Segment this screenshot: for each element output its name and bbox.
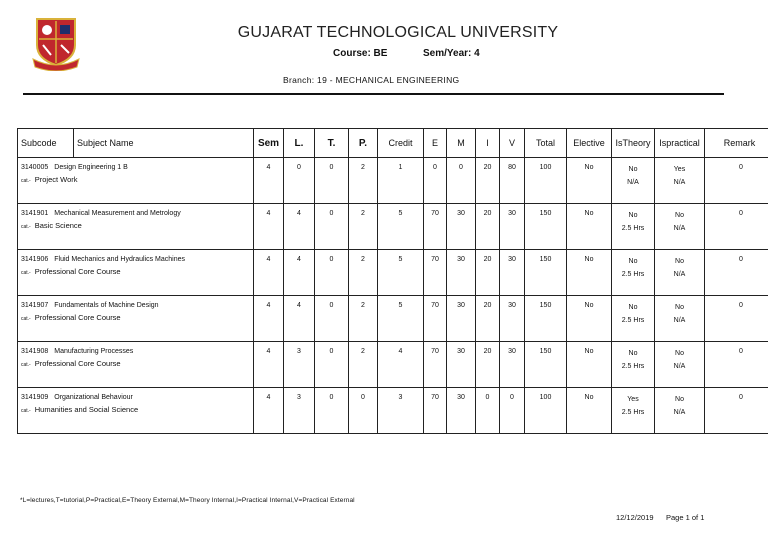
col-v: V <box>500 129 525 158</box>
subject-table <box>17 128 768 434</box>
cell-credit: 5 <box>378 296 424 342</box>
category-value: Basic Science <box>34 221 82 230</box>
col-m: M <box>447 129 476 158</box>
theory-hours: N/A <box>627 179 639 186</box>
cell-i: 20 <box>476 296 500 342</box>
cell-m: 30 <box>447 388 476 434</box>
cell-is-theory <box>612 204 655 250</box>
col-subject-name: Subject Name <box>74 129 254 158</box>
table-row <box>18 250 768 296</box>
cell-elective: No <box>567 158 612 204</box>
cell-total: 100 <box>525 158 567 204</box>
subject-cell <box>18 204 254 250</box>
cell-i: 20 <box>476 204 500 250</box>
subject-name: Mechanical Measurement and Metrology <box>54 210 181 217</box>
col-remark: Remark <box>705 129 768 158</box>
theory-hours: 2.5 Hrs <box>621 317 645 324</box>
cell-v: 30 <box>500 250 525 296</box>
category-prefix: cat.- <box>21 362 31 368</box>
cell-remark: 0 <box>705 158 768 204</box>
theory-value: No <box>628 304 638 311</box>
university-title: GUJARAT TECHNOLOGICAL UNIVERSITY <box>237 24 559 41</box>
cell-sem: 4 <box>254 204 284 250</box>
col-is-theory: IsTheory <box>612 129 655 158</box>
legend-footnote: *L=lectures,T=tutorial,P=Practical,E=Theory External,M=Theory Internal,I=Practical Internal,V=Practical External <box>20 497 355 504</box>
category-value: Professional Core Course <box>34 313 121 322</box>
practical-note: N/A <box>673 317 686 324</box>
cell-total: 100 <box>525 388 567 434</box>
col-l: L. <box>284 129 315 158</box>
cell-t: 0 <box>315 342 349 388</box>
category-prefix: cat.- <box>21 408 31 414</box>
theory-hours: 2.5 Hrs <box>621 271 645 278</box>
theory-value: No <box>628 258 638 265</box>
cell-t: 0 <box>315 296 349 342</box>
cell-e: 70 <box>424 204 447 250</box>
cell-sem: 4 <box>254 342 284 388</box>
subject-cell <box>18 296 254 342</box>
cell-v: 0 <box>500 388 525 434</box>
cell-l: 4 <box>284 250 315 296</box>
cell-p: 2 <box>349 296 378 342</box>
cell-v: 30 <box>500 296 525 342</box>
subject-name: Fundamentals of Machine Design <box>54 302 159 309</box>
theory-hours: 2.5 Hrs <box>621 363 645 370</box>
cell-credit: 4 <box>378 342 424 388</box>
cell-credit: 5 <box>378 204 424 250</box>
cell-p: 2 <box>349 204 378 250</box>
print-date: 12/12/2019 <box>616 513 654 522</box>
cell-e: 70 <box>424 296 447 342</box>
table-row <box>18 204 768 250</box>
theory-value: No <box>628 212 638 219</box>
cell-is-theory <box>612 250 655 296</box>
cell-credit: 1 <box>378 158 424 204</box>
cell-is-practical <box>655 250 705 296</box>
table-header-row <box>18 129 768 158</box>
cell-elective: No <box>567 388 612 434</box>
branch-label: Branch: 19 - MECHANICAL ENGINEERING <box>283 75 460 85</box>
cell-l: 4 <box>284 204 315 250</box>
col-is-practical: Ispractical <box>655 129 705 158</box>
cell-is-practical <box>655 158 705 204</box>
cell-p: 0 <box>349 388 378 434</box>
subject-code: 3140005 <box>21 164 49 171</box>
theory-value: Yes <box>627 396 639 403</box>
subject-name: Organizational Behaviour <box>54 394 133 401</box>
cell-l: 3 <box>284 342 315 388</box>
cell-i: 20 <box>476 250 500 296</box>
subject-category <box>21 221 253 230</box>
table-row <box>18 342 768 388</box>
practical-note: N/A <box>673 225 686 232</box>
cell-m: 30 <box>447 250 476 296</box>
cell-e: 0 <box>424 158 447 204</box>
cell-total: 150 <box>525 204 567 250</box>
cell-credit: 3 <box>378 388 424 434</box>
cell-remark: 0 <box>705 296 768 342</box>
subject-code: 3141907 <box>21 302 49 309</box>
cell-elective: No <box>567 250 612 296</box>
subject-name: Manufacturing Processes <box>54 348 134 355</box>
subject-code: 3141906 <box>21 256 49 263</box>
cell-v: 30 <box>500 204 525 250</box>
cell-is-practical <box>655 388 705 434</box>
sem-year-label: Sem/Year: 4 <box>423 48 480 59</box>
subject-category <box>21 175 253 184</box>
category-prefix: cat.- <box>21 316 31 322</box>
practical-note: N/A <box>673 271 686 278</box>
subject-category <box>21 405 253 414</box>
table-row <box>18 158 768 204</box>
col-elective: Elective <box>567 129 612 158</box>
cell-m: 0 <box>447 158 476 204</box>
cell-p: 2 <box>349 158 378 204</box>
cell-elective: No <box>567 296 612 342</box>
cell-is-theory <box>612 388 655 434</box>
cell-sem: 4 <box>254 250 284 296</box>
category-value: Professional Core Course <box>34 359 121 368</box>
cell-sem: 4 <box>254 158 284 204</box>
subject-category <box>21 313 253 322</box>
cell-remark: 0 <box>705 342 768 388</box>
cell-remark: 0 <box>705 204 768 250</box>
subject-category <box>21 267 253 276</box>
cell-is-theory <box>612 342 655 388</box>
col-sem: Sem <box>254 129 284 158</box>
header-rule <box>23 93 724 95</box>
cell-v: 30 <box>500 342 525 388</box>
page-number: Page 1 of 1 <box>666 513 705 522</box>
subject-name: Design Engineering 1 B <box>54 164 128 171</box>
cell-e: 70 <box>424 250 447 296</box>
subject-cell <box>18 342 254 388</box>
col-total: Total <box>525 129 567 158</box>
category-prefix: cat.- <box>21 224 31 230</box>
category-value: Project Work <box>34 175 78 184</box>
theory-hours: 2.5 Hrs <box>621 409 645 416</box>
practical-value: Yes <box>673 166 686 173</box>
cell-total: 150 <box>525 342 567 388</box>
col-e: E <box>424 129 447 158</box>
cell-sem: 4 <box>254 296 284 342</box>
cell-elective: No <box>567 204 612 250</box>
cell-sem: 4 <box>254 388 284 434</box>
practical-note: N/A <box>673 179 686 186</box>
cell-is-practical <box>655 342 705 388</box>
cell-e: 70 <box>424 342 447 388</box>
category-value: Professional Core Course <box>34 267 121 276</box>
cell-m: 30 <box>447 204 476 250</box>
table-row <box>18 388 768 434</box>
subject-code: 3141909 <box>21 394 49 401</box>
practical-value: No <box>675 212 684 219</box>
cell-is-practical <box>655 204 705 250</box>
cell-t: 0 <box>315 388 349 434</box>
practical-value: No <box>675 258 684 265</box>
cell-i: 20 <box>476 158 500 204</box>
col-credit: Credit <box>378 129 424 158</box>
cell-credit: 5 <box>378 250 424 296</box>
subject-cell <box>18 158 254 204</box>
cell-l: 4 <box>284 296 315 342</box>
cell-t: 0 <box>315 250 349 296</box>
subject-code: 3141908 <box>21 348 49 355</box>
cell-m: 30 <box>447 296 476 342</box>
cell-l: 0 <box>284 158 315 204</box>
subject-code: 3141901 <box>21 210 49 217</box>
cell-remark: 0 <box>705 250 768 296</box>
col-i: I <box>476 129 500 158</box>
cell-t: 0 <box>315 204 349 250</box>
course-label: Course: BE <box>333 48 388 59</box>
cell-is-practical <box>655 296 705 342</box>
cell-m: 30 <box>447 342 476 388</box>
cell-i: 0 <box>476 388 500 434</box>
cell-l: 3 <box>284 388 315 434</box>
theory-value: No <box>628 350 638 357</box>
col-p: P. <box>349 129 378 158</box>
cell-is-theory <box>612 296 655 342</box>
cell-p: 2 <box>349 250 378 296</box>
cell-t: 0 <box>315 158 349 204</box>
subject-cell <box>18 388 254 434</box>
col-t: T. <box>315 129 349 158</box>
practical-value: No <box>675 396 684 403</box>
subject-cell <box>18 250 254 296</box>
practical-note: N/A <box>673 409 686 416</box>
col-subcode: Subcode <box>18 129 74 158</box>
subject-name: Fluid Mechanics and Hydraulics Machines <box>54 256 185 263</box>
cell-p: 2 <box>349 342 378 388</box>
cell-total: 150 <box>525 250 567 296</box>
table-row <box>18 296 768 342</box>
cell-v: 80 <box>500 158 525 204</box>
cell-is-theory <box>612 158 655 204</box>
cell-e: 70 <box>424 388 447 434</box>
subject-category <box>21 359 253 368</box>
category-prefix: cat.- <box>21 270 31 276</box>
theory-hours: 2.5 Hrs <box>621 225 645 232</box>
theory-value: No <box>628 166 638 173</box>
practical-value: No <box>675 304 684 311</box>
practical-note: N/A <box>673 363 686 370</box>
cell-remark: 0 <box>705 388 768 434</box>
cell-i: 20 <box>476 342 500 388</box>
category-value: Humanities and Social Science <box>34 405 139 414</box>
category-prefix: cat.- <box>21 178 31 184</box>
cell-elective: No <box>567 342 612 388</box>
cell-total: 150 <box>525 296 567 342</box>
practical-value: No <box>675 350 684 357</box>
